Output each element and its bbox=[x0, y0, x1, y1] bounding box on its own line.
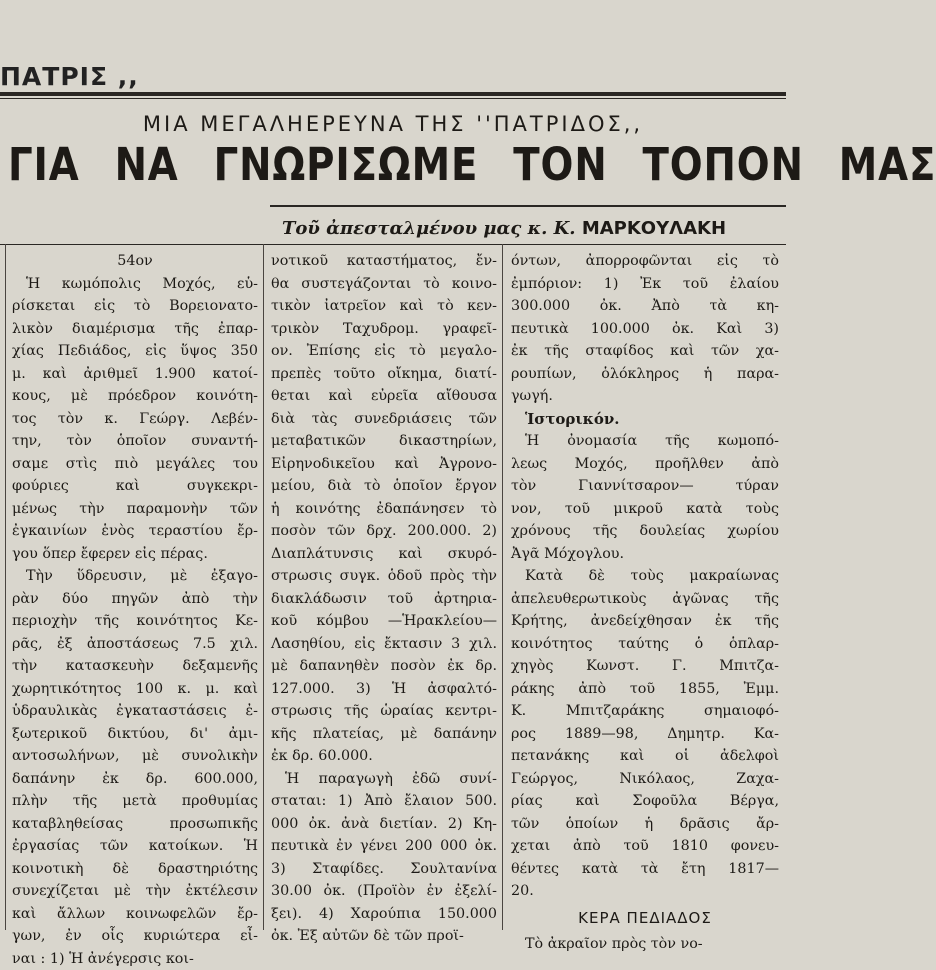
col1-line: Ἡ κωμόπολις Μοχός, εὑ- bbox=[12, 273, 258, 296]
col2-line: Διαπλάτυνσις καὶ σκυρό- bbox=[271, 543, 497, 566]
col2-line: νοτικοῦ καταστήματος, ἔν- bbox=[271, 250, 497, 273]
col2-line: θεται καὶ εὐρεῖα αἴθουσα bbox=[271, 385, 497, 408]
col2-line: 127.000. 3) Ἡ ἀσφαλτό- bbox=[271, 678, 497, 701]
column-rule-left bbox=[5, 244, 6, 930]
col2-line: Εἰρηνοδικεῖου καὶ Ἀγρονο- bbox=[271, 453, 497, 476]
col3-line: Ἀγᾶ Μόχογλου. bbox=[511, 543, 779, 566]
col2-line: μείου, διὰ τὸ ὁποῖον ἔργον bbox=[271, 475, 497, 498]
col3-line: τῶν ὁποίων ἡ δρᾶσις ἄρ- bbox=[511, 813, 779, 836]
byline-prefix: Τοῦ ἀπεσταλμένου μας κ. Κ. bbox=[282, 218, 576, 239]
col1-line: χωρητικότητος 100 κ. μ. καὶ bbox=[12, 678, 258, 701]
col1-line: ἐγκαινίων ἑνὸς τεραστίου ἔρ- bbox=[12, 520, 258, 543]
col1-line: ἐργασίας τῶν κατοίκων. Ἡ bbox=[12, 835, 258, 858]
col2-line: ἡ κοινότης ἐδαπάνησεν τὸ bbox=[271, 498, 497, 521]
col1-line: Τὴν ὕδρευσιν, μὲ ἐξαγο- bbox=[12, 565, 258, 588]
col3-line: 20. bbox=[511, 880, 779, 903]
col3-line: πετανάκης καὶ οἱ ἀδελφοὶ bbox=[511, 745, 779, 768]
col1-line: λικὸν διαμέρισμα τῆς ἐπαρ- bbox=[12, 318, 258, 341]
col1-line: αντοσωλήνων, μὲ συνολικὴν bbox=[12, 745, 258, 768]
col3-line: ρίας καὶ Σοφοῦλα Βέργα, bbox=[511, 790, 779, 813]
col1-line: σαμε στὶς πιὸ μεγάλες του bbox=[12, 453, 258, 476]
col3-line: νον, τοῦ μικροῦ κατὰ τοὺς bbox=[511, 498, 779, 521]
col1-line: μ. καὶ ἀριθμεῖ 1.900 κατοί- bbox=[12, 363, 258, 386]
col2-line: στρωσις συγκ. ὁδοῦ πρὸς τὴν bbox=[271, 565, 497, 588]
col2-line: μεταβατικῶν δικαστηρίων, bbox=[271, 430, 497, 453]
col1-line: τος τὸν κ. Γεώργ. Λεβέν- bbox=[12, 408, 258, 431]
col1-line: χίας Πεδιάδος, εἰς ὕψος 350 bbox=[12, 340, 258, 363]
col1-line: καὶ ἄλλων κοινωφελῶν ἔρ- bbox=[12, 903, 258, 926]
col1-line: συνεχίζεται μὲ τὴν ἐκτέλεσιν bbox=[12, 880, 258, 903]
col2-line: πευτικὰ ἐν γένει 200 000 ὀκ. bbox=[271, 835, 497, 858]
col1-line: ναι : 1) Ἡ ἀνέγερσις κοι- bbox=[12, 948, 258, 970]
col3-line: γωγή. bbox=[511, 385, 779, 408]
col2-line: ποσὸν τῶν δρχ. 200.000. 2) bbox=[271, 520, 497, 543]
col3-line: όντων, ἀπορροφῶνται εἰς τὸ bbox=[511, 250, 779, 273]
col3-line: ἐκ τῆς σταφίδος καὶ τῶν χα- bbox=[511, 340, 779, 363]
col2-line: 000 ὀκ. ἀνὰ διετίαν. 2) Κη- bbox=[271, 813, 497, 836]
section-heading-history: Ἱστορικόν. bbox=[511, 408, 779, 431]
col3-line: λεως Μοχός, προῆλθεν ἀπὸ bbox=[511, 453, 779, 476]
col2-line: τρικὸν Ταχυδρομ. γραφεῖ- bbox=[271, 318, 497, 341]
col1-line: ὑδραυλικὰς ἐγκαταστάσεις ἐ- bbox=[12, 700, 258, 723]
col3-line: Γεώργος, Νικόλαος, Ζαχα- bbox=[511, 768, 779, 791]
col1-line: ξωτερικοῦ δικτύου, δι' ἀμι- bbox=[12, 723, 258, 746]
installment-number: 54ον bbox=[12, 250, 258, 273]
col3-line: Κ. Μπιτζαράκης σημαιοφό- bbox=[511, 700, 779, 723]
section-heading-kera: ΚΕΡΑ ΠΕΔΙΑΔΟΣ bbox=[511, 903, 779, 933]
col2-line: ξει). 4) Χαρούπια 150.000 bbox=[271, 903, 497, 926]
byline-name: ΜΑΡΚΟΥΛΑΚΗ bbox=[582, 218, 726, 239]
col2-line: μὲ δαπανηθὲν ποσὸν ἐκ δρ. bbox=[271, 655, 497, 678]
byline bbox=[282, 218, 726, 239]
col2-line: ον. Ἐπίσης εἰς τὸ μεγαλο- bbox=[271, 340, 497, 363]
col3-line: χρόνους τῆς δουλείας χωρίου bbox=[511, 520, 779, 543]
col2-line: θα συστεγάζονται τὸ κοινο- bbox=[271, 273, 497, 296]
headline-rule bbox=[270, 205, 786, 207]
kicker-title: ΜΙΑ ΜΕΓΑΛΗΕΡΕΥΝΑ ΤΗΣ ''ΠΑΤΡΙΔΟΣ,, bbox=[0, 112, 786, 136]
col2-line: 3) Σταφίδες. Σουλτανίνα bbox=[271, 858, 497, 881]
masthead-rule bbox=[0, 92, 786, 96]
article-column-2 bbox=[271, 250, 497, 948]
col3-line: ἐμπόριον: 1) Ἐκ τοῦ ἐλαίου bbox=[511, 273, 779, 296]
col3-line: χεται ἀπὸ τοῦ 1810 φονευ- bbox=[511, 835, 779, 858]
col2-line: σταται: 1) Ἀπὸ ἔλαιον 500. bbox=[271, 790, 497, 813]
article-column-3 bbox=[511, 250, 779, 955]
col2-line: τικὸν ἰατρεῖον καὶ τὸ κεν- bbox=[271, 295, 497, 318]
col1-line: φούριες καὶ συγκεκρι- bbox=[12, 475, 258, 498]
col3-line: θέντες κατὰ τὰ ἔτη 1817— bbox=[511, 858, 779, 881]
col1-line: πλὴν τῆς μετὰ προθυμίας bbox=[12, 790, 258, 813]
article-column-1 bbox=[12, 250, 258, 970]
col2-line: πρεπὲς τοῦτο οἴκημα, διατί- bbox=[271, 363, 497, 386]
col2-line: ὀκ. Ἐξ αὐτῶν δὲ τῶν προϊ- bbox=[271, 925, 497, 948]
col1-line: ρὰν δύο πηγῶν ἀπὸ τὴν bbox=[12, 588, 258, 611]
col3-line: ρος 1889—98, Δημητρ. Κα- bbox=[511, 723, 779, 746]
col3-line: τὸν Γιαννίτσαρον— τύραν bbox=[511, 475, 779, 498]
col3-line: Ἡ ὀνομασία τῆς κωμοπό- bbox=[511, 430, 779, 453]
col1-line: κοινοτικὴ δὲ δραστηριότης bbox=[12, 858, 258, 881]
col1-line: μένως τὴν παραμονὴν τῶν bbox=[12, 498, 258, 521]
column-rule-1 bbox=[263, 244, 264, 930]
col1-line: ρίσκεται εἰς τὸ Βορειονατο- bbox=[12, 295, 258, 318]
col3-line: Κατὰ δὲ τοὺς μακραίωνας bbox=[511, 565, 779, 588]
col3-line: χηγὸς Κωνστ. Γ. Μπιτζα- bbox=[511, 655, 779, 678]
masthead-rule-thin bbox=[0, 98, 786, 99]
col3-line: Κρήτης, ἀνεδείχθησαν ἐκ τῆς bbox=[511, 610, 779, 633]
col1-line: ρᾶς, ἐξ ἀποστάσεως 7.5 χιλ. bbox=[12, 633, 258, 656]
col2-line: ἐκ δρ. 60.000. bbox=[271, 745, 497, 768]
col3-line: ἀπελευθερωτικοὺς ἀγῶνας τῆς bbox=[511, 588, 779, 611]
col3-line: 300.000 ὀκ. Ἀπὸ τὰ κη- bbox=[511, 295, 779, 318]
byline-rule bbox=[0, 244, 786, 245]
col2-line: Λασηθίου, εἰς ἔκτασιν 3 χιλ. bbox=[271, 633, 497, 656]
col2-line: Ἡ παραγωγὴ ἐδῶ συνί- bbox=[271, 768, 497, 791]
masthead: ΠΑΤΡΙΣ ,, bbox=[0, 62, 139, 91]
col2-line: 30.00 ὀκ. (Προϊὸν ἐν ἐξελί- bbox=[271, 880, 497, 903]
col3-line: κοινότητος ταύτης ὁ ὁπλαρ- bbox=[511, 633, 779, 656]
col2-line: κῆς πλατείας, μὲ δαπάνην bbox=[271, 723, 497, 746]
col3-line: ράκης ἀπὸ τοῦ 1855, Ἐμμ. bbox=[511, 678, 779, 701]
col2-line: διὰ τὰς συνεδριάσεις τῶν bbox=[271, 408, 497, 431]
col1-line: περιοχὴν τῆς κοινότητος Κε- bbox=[12, 610, 258, 633]
col1-line: καταβληθείσας προσωπικῆς bbox=[12, 813, 258, 836]
col1-line: δαπάνην ἐκ δρ. 600.000, bbox=[12, 768, 258, 791]
col2-line: στρωσις τῆς ὡραίας κεντρι- bbox=[271, 700, 497, 723]
col1-line: κους, μὲ πρόεδρον κοινότη- bbox=[12, 385, 258, 408]
col3-line: πευτικὰ 100.000 ὀκ. Καὶ 3) bbox=[511, 318, 779, 341]
col2-line: κοῦ κόμβου —Ἡρακλείου— bbox=[271, 610, 497, 633]
col1-line: γου ὅπερ ἔφερεν εἰς πέρας. bbox=[12, 543, 258, 566]
col1-line: γων, ἐν οἷς κυριώτερα εἶ- bbox=[12, 925, 258, 948]
col3-line: ρουπίων, ὁλόκληρος ἡ παρα- bbox=[511, 363, 779, 386]
headline: ΓΙΑ ΝΑ ΓΝΩΡΙΣΩΜΕ ΤΟΝ ΤΟΠΟΝ ΜΑΣ bbox=[8, 138, 670, 191]
col2-line: διακλάδωσιν τοῦ ἀρτηρια- bbox=[271, 588, 497, 611]
col3-line: Τὸ ἀκραῖον πρὸς τὸν νο- bbox=[511, 933, 779, 956]
col1-line: τὴν κατασκευὴν δεξαμενῆς bbox=[12, 655, 258, 678]
column-rule-2 bbox=[502, 244, 503, 930]
col1-line: την, τὸν ὁποῖον συναντή- bbox=[12, 430, 258, 453]
